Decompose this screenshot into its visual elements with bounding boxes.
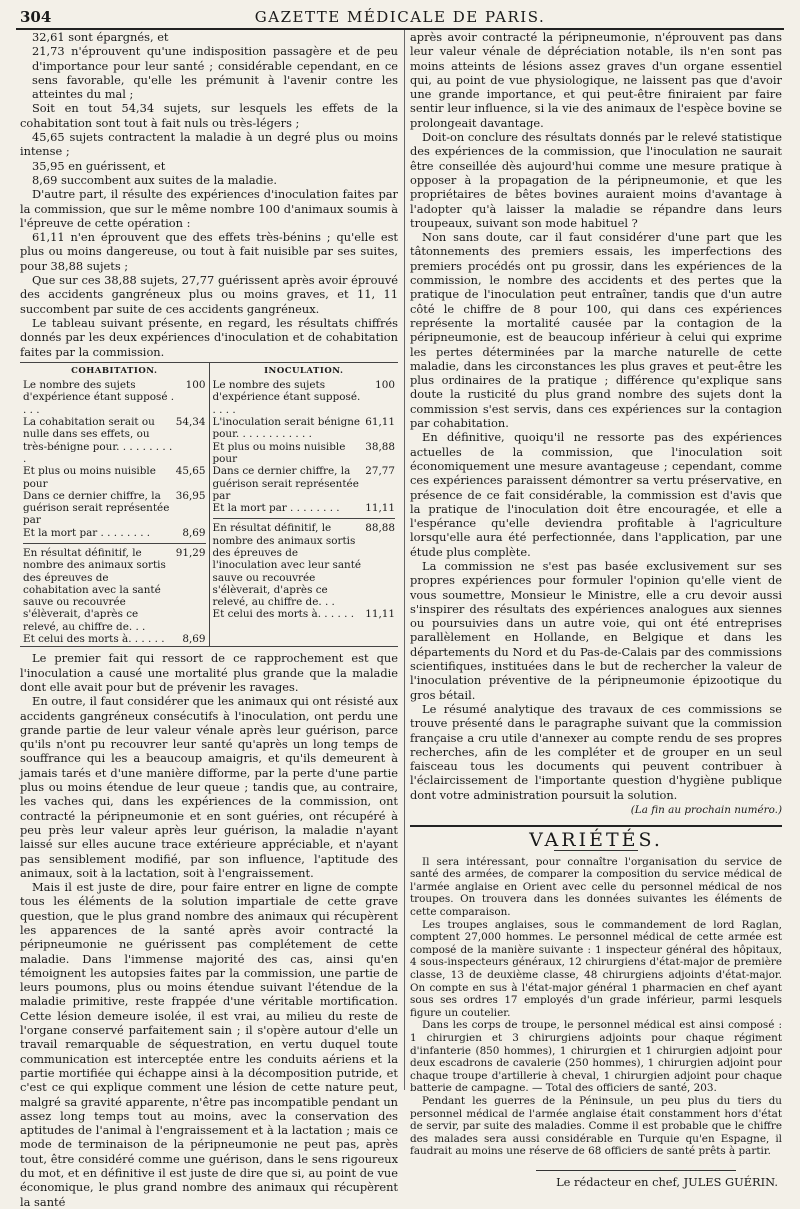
paragraph: Le résumé analytique des travaux de ces commissions se trouve présenté dans le paragraphe suivant que la commission française a cru utile d'annexer au compte rendu de ses propres recherches, afin de les compléter et de grouper en un seul faisceau tous les documents qui peuvent contribuer à l'éclaircissement de l'importante question d'hygiène publique dont votre administration poursuit la solution.	[410, 701, 782, 802]
row-label: Le nombre des sujets d'expérience étant supposé . . . .	[23, 379, 175, 416]
row-value: 27,77	[365, 465, 395, 478]
table-row	[213, 502, 396, 514]
table-header: COHABITATION.	[71, 365, 158, 376]
paragraph: Il sera intéressant, pour connaître l'organisation du service de santé des armées, de comparer la composition du service médical de l'armée anglaise en Orient avec celle du personnel médical de nos troupes. On trouvera dans les données suivantes les éléments de cette comparaison.	[410, 855, 782, 918]
paragraph: La commission ne s'est pas basée exclusivement sur ses propres expériences pour formuler l'opinion qu'elle vient de vous soumettre, Monsieur le Ministre, elle a cru devoir aussi s'inspirer des résultats des expériences analogues aux siennes ou poursuivies dans un autre voie, qui ont été entreprises parallèlement en Hollande, en Belgique et dans les départements du Nord et du Pas-de-Calais par des commissions scientifiques, instituées dans le but de rechercher la valeur de l'inoculation préventive de la péripneumonie épizootique du gros bétail.	[410, 558, 782, 702]
journal-title: GAZETTE MÉDICALE DE PARIS.	[254, 8, 546, 26]
row-label: Dans ce dernier chiffre, la guérison serait représentée par	[212, 465, 359, 502]
stat-line: Soit en tout 54,34 sujets, sur lesquels les effets de la cohabitation sont tout à fait nuls ou très-légers ;	[20, 101, 398, 130]
row-value: 88,88	[365, 522, 395, 535]
continued-note: (La fin au prochain numéro.)	[630, 804, 782, 817]
left-column	[20, 30, 398, 1209]
paragraph: Le premier fait qui ressort de ce rapprochement est que l'inoculation a causé une mortalité plus grande que la maladie dont elle avait pour but de prévenir les ravages.	[20, 651, 398, 694]
page-number: 304	[20, 8, 52, 26]
inoculation-column	[209, 363, 399, 647]
row-value: 11,11	[365, 608, 395, 621]
stat-line: 32,61 sont épargnés, et	[32, 30, 169, 44]
table-row	[213, 518, 396, 608]
table-row	[213, 441, 396, 466]
paragraph: D'autre part, il résulte des expériences d'inoculation faites par la commission, que sur le même nombre 100 d'animaux soumis à l'épreuve de cette opération :	[20, 187, 398, 230]
stat-line: 35,95 en guérissent, et	[32, 158, 166, 173]
paragraph: Les troupes anglaises, sous le commandement de lord Raglan, comptent 27,000 hommes. Le personnel médical de cette armée est composé de la manière suivante : 1 inspecteur général des hôpitaux, 4 sous-inspecteurs généraux, 12 chirurgiens d'état-major de première classe, 13 de deuxième classe, 48 chirurgiens adjoints d'état-major. On compte en sus à l'état-major général 1 pharmacien en chef ayant sous ses ordres 17 employés d'un grade inférieur, parmi lesquels figure un coutelier.	[410, 918, 782, 1019]
row-value: 38,88	[365, 440, 395, 453]
table-row	[213, 465, 396, 502]
paragraph: Pendant les guerres de la Péninsule, un peu plus du tiers du personnel médical de l'armée anglaise était constamment hors d'état de servir, par suite des maladies. Comme il est probable que le chiffre des malades sera aussi considérable en Turquie qu'en Espagne, il faudrait au moins une réserve de 68 officiers de santé prêts à partir.	[410, 1094, 782, 1158]
row-label: Et celui des morts à. . . . . .	[212, 608, 355, 621]
column-divider	[404, 30, 405, 1090]
paragraph: 61,11 n'en éprouvent que des effets très-bénins ; qu'elle est plus ou moins dangereuse, ou tout à fait nuisible par ses suites, pour 38,88 sujets ;	[20, 230, 398, 273]
stat-line: 21,73 n'éprouvent qu'une indisposition passagère et de peu d'importance pour leur santé ; considérable cependant, en ce sens favorable, qu'elle les prémunit à l'avenir contre les atteintes du mal ;	[32, 44, 398, 102]
row-value: 45,65	[175, 465, 206, 478]
table-row	[213, 416, 396, 441]
paragraph: En outre, il faut considérer que les animaux qui ont résisté aux accidents gangréneux consécutifs à l'inoculation, ont perdu une grande partie de leur valeur vénale après leur guérison, parce qu'ils n'ont pu recouvrer leur santé qu'après un long temps de souffrance qui les a beaucoup amaigris, et qu'ils demeurent à jamais tarés et d'une manière difforme, par la perte d'une partie plus ou moins étendue de leur queue ; tandis que, au contraire, les vaches qui, dans les expériences de la commission, ont contracté la péripneumonie et en sont guéries, ont récupéré à peu près leur valeur après leur guérison, la maladie n'ayant laissé sur elles aucune trace extérieure appréciable, et n'ayant pas sensiblement modifié, par son influence, l'aptitude des animaux, soit à la lactation, soit à l'engraissement.	[20, 694, 398, 880]
editor-signature: Le rédacteur en chef, JULES GUÉRIN.	[556, 1174, 778, 1189]
table-row	[23, 379, 206, 416]
row-label: En résultat définitif, le nombre des animaux sortis des épreuves de l'inoculation avec leur santé sauve ou recouvrée s'élèverait, d'après ce relevé, au chiffre de. . .	[212, 522, 362, 609]
row-value: 36,95	[175, 489, 206, 502]
table-row	[23, 633, 206, 645]
row-value: 91,29	[175, 546, 206, 559]
paragraph: Non sans doute, car il faut considérer d'une part que les tâtonnements des premiers essais, les imperfections des premiers procédés ont pu grossir, dans les expériences de la commission, le nombre des accidents et des pertes que la pratique de l'inoculation peut entraîner, tandis que d'un autre côté le chiffre de 8 pour 100, qui dans ces expériences représente la mortalité causée par la contagion de la péripneumonie, est de beaucoup inférieur à celui qui exprime les pertes déterminées par la marche naturelle de cette maladie, dans les circonstances les plus graves et peut-être les plus ordinaires de la pratique ; différence qu'explique sans doute la rusticité du plus grand nombre des sujets dont la commission s'est servis, dans ces expériences sur la contagion par cohabitation.	[410, 230, 782, 431]
row-label: Et celui des morts à. . . . . .	[23, 633, 165, 646]
row-value: 100	[185, 379, 206, 392]
row-value: 100	[375, 379, 395, 392]
row-label: L'inoculation serait bénigne pour. . . . . . . . . . . .	[212, 416, 361, 441]
row-label: Et plus ou moins nuisible pour	[212, 440, 346, 465]
table-row	[23, 416, 206, 465]
paragraph: Mais il est juste de dire, pour faire entrer en ligne de compte tous les éléments de la solution impartiale de cette grave question, que le plus grand nombre des animaux qui récupèrent les apparences de la santé après avoir contracté la péripneumonie ne guérissent pas complétement de cette maladie. Dans l'immense majorité des cas, ainsi qu'en témoignent les autopsies faites par la commission, une partie de leurs poumons, plus ou moins étendue suivant l'étendue de la maladie primitive, reste frappée d'une véritable mortification. Cette lésion demeure isolée, il est vrai, au milieu du reste de l'organe conservé parfaitement sain ; il s'opère autour d'elle un travail remarquable de séquestration, en vertu duquel toute communication est interceptée entre les conduits aériens et la partie mortifiée qui échappe ainsi à la décomposition putride, et c'est ce qui explique comment une lésion de cette nature peut, malgré sa gravité apparente, n'être pas incompatible pendant un assez long temps tout au moins, avec la conservation des aptitudes de l'animal à l'engraissement et à la lactation ; mais ce mode de terminaison de la péripneumonie ne peut pas, après tout, être considéré comme une guérison, dans le sens rigoureux du mot, et en définitive il est juste de dire que si, au point de vue économique, le plus grand nombre des animaux qui récupèrent la santé	[20, 880, 398, 1209]
row-label: La cohabitation serait ou nulle dans ses effets, ou très-bénigne pour. . . . . . . . . .	[23, 416, 173, 465]
cohabitation-column	[20, 363, 209, 647]
paragraph: Que sur ces 38,88 sujets, 27,77 guérissent après avoir éprouvé des accidents gangréneux plus ou moins graves, et 11, 11 succombent par suite de ces accidents gangréneux.	[20, 273, 398, 316]
paragraph: après avoir contracté la péripneumonie, n'éprouvent pas dans leur valeur vénale de dépréciation notable, ils n'en sont pas moins atteints de lésions assez graves d'un organe essentiel qui, au point de vue physiologique, ne laissent pas que d'avoir une grande importance, et qui peut-être finiraient par faire sentir leur influence, si la vie des animaux de l'espèce bovine se prolongeait davantage.	[410, 30, 782, 130]
paragraph: Dans les corps de troupe, le personnel médical est ainsi composé : 1 chirurgien et 3 chirurgiens adjoints pour chaque régiment d'infanterie (850 hommes), 1 chirurgien et 1 chirurgien adjoint pour deux escadrons de cavalerie (250 hommes), 1 chirurgien adjoint pour chaque troupe d'artillerie à cheval, 1 chirurgien adjoint pour chaque batterie de campagne. — Total des officiers de santé, 203.	[410, 1019, 782, 1095]
paragraph: En définitive, quoiqu'il ne ressorte pas des expériences actuelles de la commission, que l'inoculation soit économiquement une mesure avantageuse ; cependant, comme ces expériences paraissent démontrer sa vertu préservative, en présence de ce fait considérable, la commission est d'avis que la pratique de l'inoculation doit être encouragée, et elle a l'espérance qu'elle deviendra profitable à l'agriculture lorsqu'elle aura été perfectionnée, dans l'application, par une étude plus complète.	[410, 430, 782, 559]
table-header: INOCULATION.	[264, 365, 344, 376]
section-divider	[410, 825, 782, 827]
stat-line: 8,69 succombent aux suites de la maladie.	[32, 172, 277, 187]
table-row	[23, 543, 206, 633]
row-value: 54,34	[175, 416, 206, 429]
row-value: 8,69	[182, 633, 206, 646]
row-value: 61,11	[365, 416, 395, 429]
section-title: VARIÉTÉS.	[410, 833, 782, 850]
table-row	[213, 379, 396, 416]
table-row	[23, 490, 206, 527]
table-row	[23, 527, 206, 539]
paragraph: Le tableau suivant présente, en regard, les résultats chiffrés donnés par les deux expériences d'inoculation et de cohabitation faites par la commission.	[20, 315, 398, 359]
right-column	[410, 30, 782, 1189]
row-value: 11,11	[365, 502, 395, 515]
row-label: Et la mort par . . . . . . . .	[23, 526, 151, 539]
row-label: Et plus ou moins nuisible pour	[23, 465, 156, 490]
page-header	[16, 4, 784, 30]
comparison-table	[20, 362, 398, 648]
row-value: 8,69	[182, 526, 206, 539]
signature-rule	[536, 1170, 736, 1171]
table-row	[23, 465, 206, 490]
row-label: Dans ce dernier chiffre, la guérison serait représentée par	[23, 489, 170, 527]
row-label: Et la mort par . . . . . . . .	[212, 502, 340, 515]
stat-line: 45,65 sujets contractent la maladie à un degré plus ou moins intense ;	[20, 130, 398, 159]
row-label: Le nombre des sujets d'expérience étant supposé. . . . .	[212, 379, 361, 416]
table-row	[213, 608, 396, 620]
paragraph: Doit-on conclure des résultats donnés par le relevé statistique des expériences de la commission, que l'inoculation ne saurait être conseillée dès aujourd'hui comme une mesure pratique à opposer à la propagation de la péripneumonie, et que les propriétaires de bêtes bovines auraient moins d'avantage à l'adopter qu'à laisser la maladie se répandre dans leurs troupeaux, suivant son mode habituel ?	[410, 130, 782, 230]
row-label: En résultat définitif, le nombre des animaux sortis des épreuves de cohabitation avec la santé sauve ou recouvrée s'élèverait, d'après ce relevé, au chiffre de. . .	[23, 546, 166, 633]
